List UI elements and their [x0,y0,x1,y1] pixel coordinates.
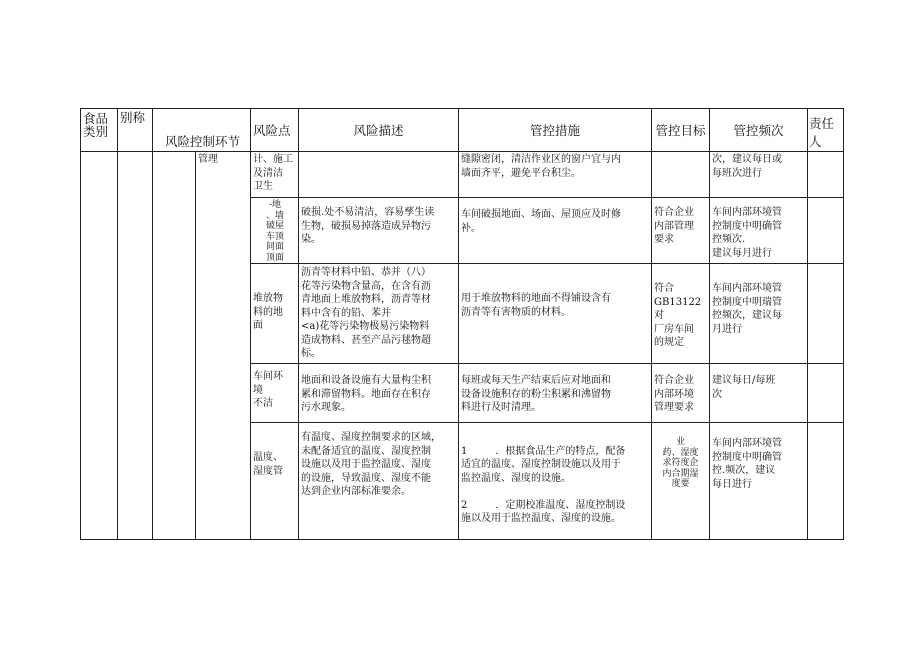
header-row [81,109,844,152]
measure-item-num: 2 [461,499,468,511]
owner-cell [808,364,844,423]
owner-cell [808,264,844,364]
risk-point-cell [251,198,299,264]
risk-point-text: 车间环 境 不洁 [253,371,284,409]
risk-desc-text [299,152,458,153]
risk-desc-cell [299,264,459,364]
risk-point-text: 计、施工 及清洁 卫生 [253,154,294,192]
owner-cell [808,423,844,540]
measure-cell [459,364,652,423]
frequency-text: 车间内部环境管 控制度中明确管 控.频次，建议 每日进行 [712,438,783,490]
risk-desc-text: 地面和设备设施有大量构尘积 累和滞留物料。地面存在积存 污水现象。 [301,375,432,413]
risk-point-text: 温度、 湿度管 [253,452,284,477]
owner-text [808,152,843,153]
measure-text: 每班或每天生产结束后应对地面和 设备设施积存的粉尘积累和沸留物 料进行及时清理。 [461,375,612,413]
measure-item [461,445,649,486]
owner-cell [808,198,844,264]
owner-text [808,423,843,424]
table-row [81,152,844,198]
owner-text [808,364,843,365]
risk-desc-cell [299,364,459,423]
target-cell [652,198,710,264]
risk-desc-text: 有温度、湿度控制要求的区域， 未配备适宜的温度、湿度控制 设施以及用于监控温度、湿度 的设施，导致温度、湿度不能 达到企业内部标准要余。 [301,432,442,497]
header-control-measures: 管控措施 [459,109,652,152]
measure-cell [459,423,652,540]
measure-cell [459,264,652,364]
header-alias: 别称 [118,109,153,152]
risk-control-table [80,108,844,540]
header-risk-description: 风险描述 [299,109,459,152]
header-control-target: 管控目标 [652,109,710,152]
measure-item-text: ．根据食品生产的特点，配备 适宜的温度、湿度控制设施以及用于 监控温度、湿度的设施。 [461,445,626,484]
owner-text [808,264,843,265]
measure-text: 车间破损地面、场面、屋顶应及时修 补。 [461,209,622,234]
stage-cell [153,152,196,540]
target-text: 符合企业 内部环境 管理要求 [654,375,695,413]
env-cell [196,152,251,540]
risk-desc-text: 沥青等材料中铅、恭并（八） 花等污染物含量高，在含有沥 青地面上堆放物料，沥青等材 料中含有的铅、苯并 <a)花等污染物极易污染物料 造成物料、甚至产品污毬物超 标。 [301,267,432,359]
target-cell [652,152,710,198]
target-text [652,152,709,153]
header-control-frequency: 管控频次 [710,109,808,152]
risk-desc-cell [299,423,459,540]
measure-cell [459,198,652,264]
target-cell [652,364,710,423]
measure-item-num: 1 [461,445,468,457]
measure-cell [459,152,652,198]
frequency-cell [710,364,808,423]
target-text: 符合企业 内部管理 要求 [654,207,695,245]
risk-point-text: 堆放物 料的地 面 [253,293,284,331]
risk-desc-cell [299,198,459,264]
measure-text: 缝隙密闭，清洁作业区的窗户宜与内 墙面齐平，避免平台积尘。 [461,154,622,179]
frequency-cell [710,152,808,198]
risk-desc-text: 破损.处不易清洁，容易孳生读 生物，破损易掉落造成异物污 染。 [301,207,435,245]
measure-items [459,423,651,539]
risk-point-cell [251,264,299,364]
frequency-text: 车间内部环境管 控制度中明确管 控频次. 建议每月进行 [712,207,783,259]
risk-point-cell [251,152,299,198]
owner-cell [808,152,844,198]
frequency-cell [710,264,808,364]
frequency-cell [710,198,808,264]
target-text: 符合 GB13122对 厂房车间 的规定 [654,283,702,348]
risk-point-cell [251,423,299,540]
owner-text [808,198,843,199]
frequency-cell [710,423,808,540]
frequency-text: 建议每日/每班 次 [712,375,776,400]
food-type-cell [81,152,118,540]
risk-point-cell [251,364,299,423]
header-risk-control-stage: 风险控制环节 [153,109,251,152]
measure-item-text: ．定期校准温度、湿度控制设 施以及用于监控温度、湿度的设施。 [461,499,626,524]
risk-desc-cell [299,152,459,198]
measure-text: 用于堆放物料的地面不得铺设含有 沥青等有害物质的材料。 [461,293,612,318]
frequency-text: 车间内部环境管 控制度中明瑞管 控频次，建议每 月进行 [712,283,783,335]
target-cell [652,264,710,364]
env-cell-text: 管理 [198,154,218,165]
target-note: 业 药、湿度 求符度企 内合期湿 度要 [662,437,699,489]
header-food-type: 食品类别 [81,109,118,152]
risk-point-note: -地 、墙 破屋 车顶 间面 顶面 [266,200,285,263]
target-cell [652,423,710,540]
alias-cell [118,152,153,540]
header-responsible-person: 责任人 [808,109,844,152]
measure-item [461,499,649,526]
frequency-text: 次，建议每日或 每班次进行 [712,154,783,179]
header-risk-point: 风险点 [251,109,299,152]
